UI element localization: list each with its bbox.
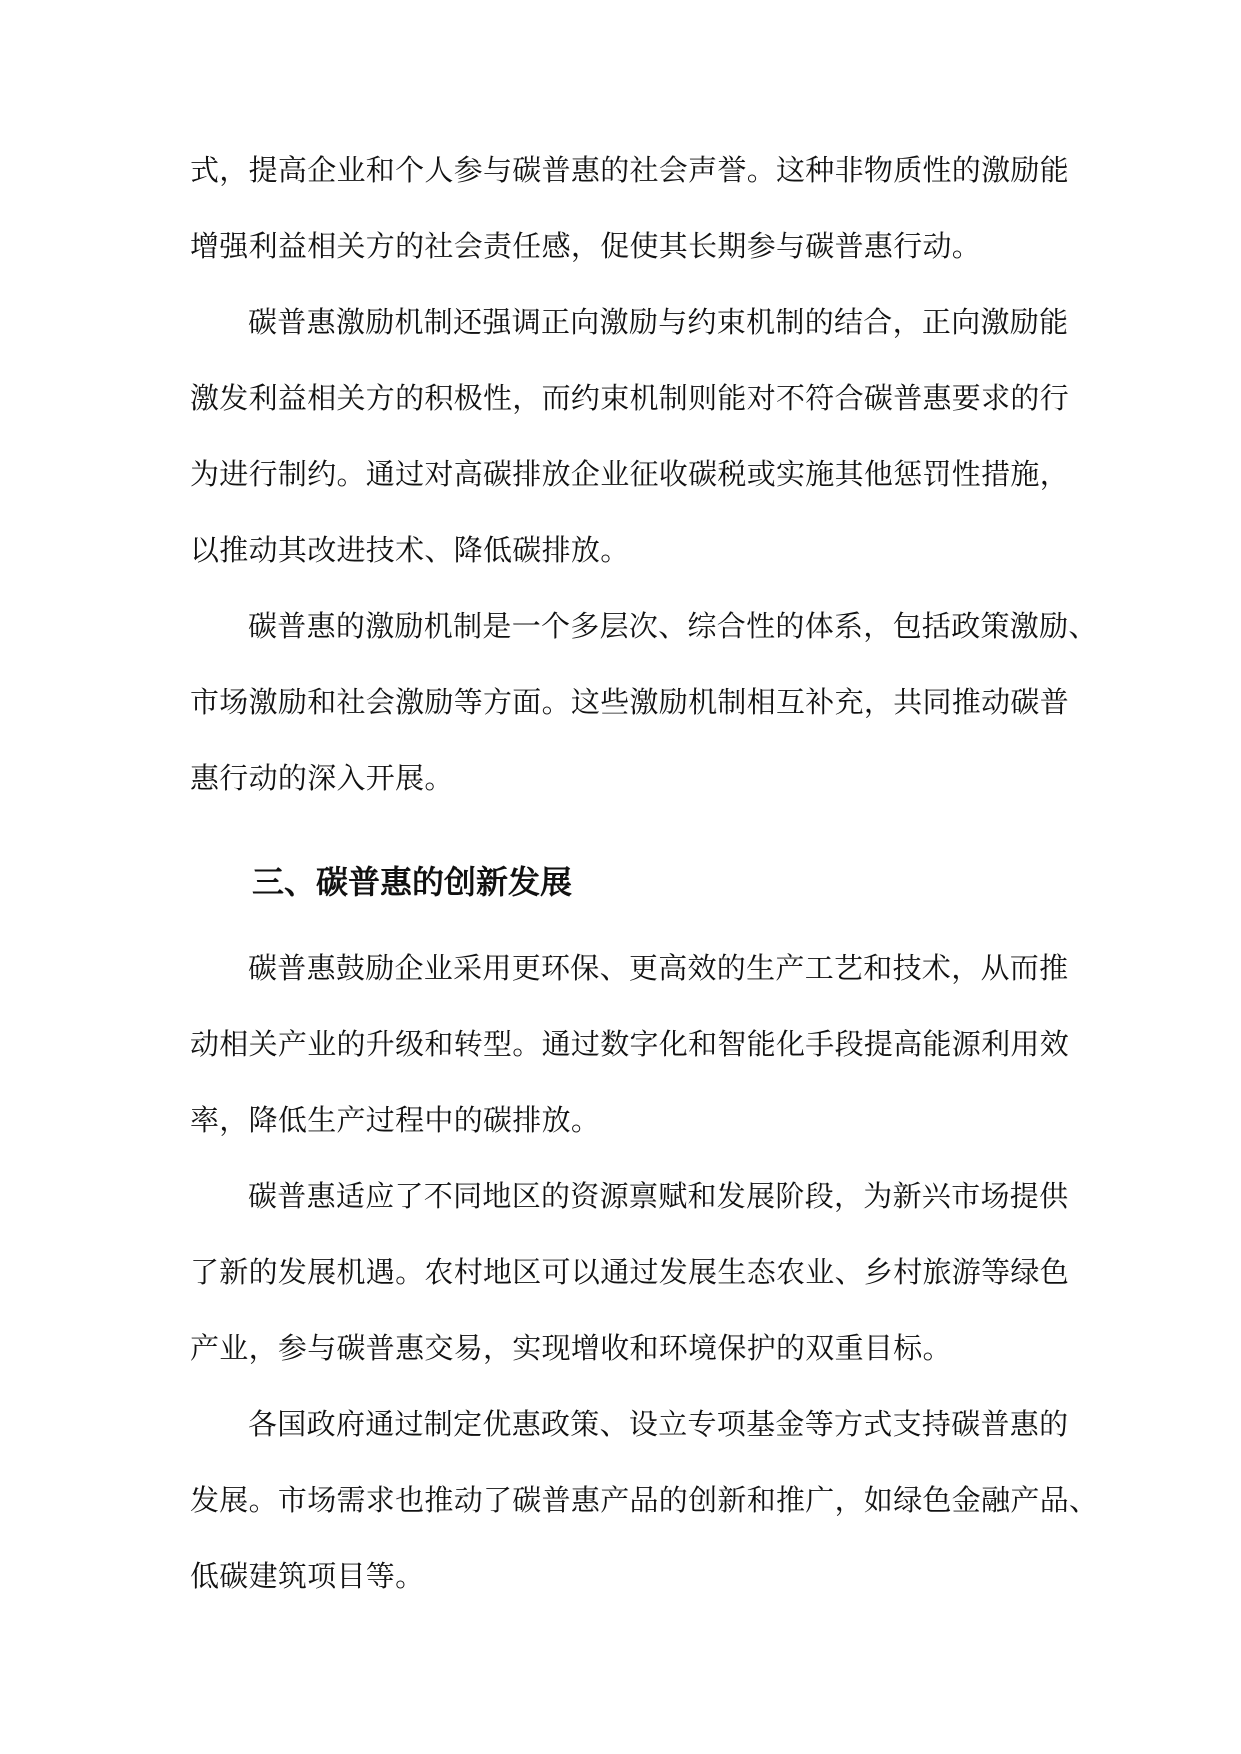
section-paragraph-3-line-1: 各国政府通过制定优惠政策、设立专项基金等方式支持碳普惠的: [248, 1407, 1069, 1441]
section-heading: 三、碳普惠的创新发展: [252, 863, 573, 901]
section-paragraph-2-line-3: 产业，参与碳普惠交易，实现增收和环境保护的双重目标。: [190, 1331, 952, 1365]
paragraph-3-line-1: 碳普惠的激励机制是一个多层次、综合性的体系，包括政策激励、: [248, 609, 1098, 643]
paragraph-2-line-2: 激发利益相关方的积极性，而约束机制则能对不符合碳普惠要求的行: [190, 381, 1070, 415]
paragraph-3-line-3: 惠行动的深入开展。: [190, 761, 454, 795]
paragraph-2-line-3: 为进行制约。通过对高碳排放企业征收碳税或实施其他惩罚性措施，: [190, 457, 1070, 491]
section-paragraph-1-line-1: 碳普惠鼓励企业采用更环保、更高效的生产工艺和技术，从而推: [248, 951, 1069, 985]
section-paragraph-2-line-2: 了新的发展机遇。农村地区可以通过发展生态农业、乡村旅游等绿色: [190, 1255, 1070, 1289]
paragraph-1-line-1: 式，提高企业和个人参与碳普惠的社会声誉。这种非物质性的激励能: [190, 153, 1070, 187]
paragraph-1-line-2: 增强利益相关方的社会责任感，促使其长期参与碳普惠行动。: [190, 229, 982, 263]
section-paragraph-3-line-2: 发展。市场需求也推动了碳普惠产品的创新和推广，如绿色金融产品、: [190, 1483, 1099, 1517]
section-paragraph-2-line-1: 碳普惠适应了不同地区的资源禀赋和发展阶段，为新兴市场提供: [248, 1179, 1069, 1213]
section-paragraph-1-line-3: 率，降低生产过程中的碳排放。: [190, 1103, 601, 1137]
paragraph-2-line-4: 以推动其改进技术、降低碳排放。: [190, 533, 630, 567]
section-paragraph-1-line-2: 动相关产业的升级和转型。通过数字化和智能化手段提高能源利用效: [190, 1027, 1070, 1061]
paragraph-2-line-1: 碳普惠激励机制还强调正向激励与约束机制的结合，正向激励能: [248, 305, 1069, 339]
section-paragraph-3-line-3: 低碳建筑项目等。: [190, 1559, 425, 1593]
paragraph-3-line-2: 市场激励和社会激励等方面。这些激励机制相互补充，共同推动碳普: [190, 685, 1070, 719]
